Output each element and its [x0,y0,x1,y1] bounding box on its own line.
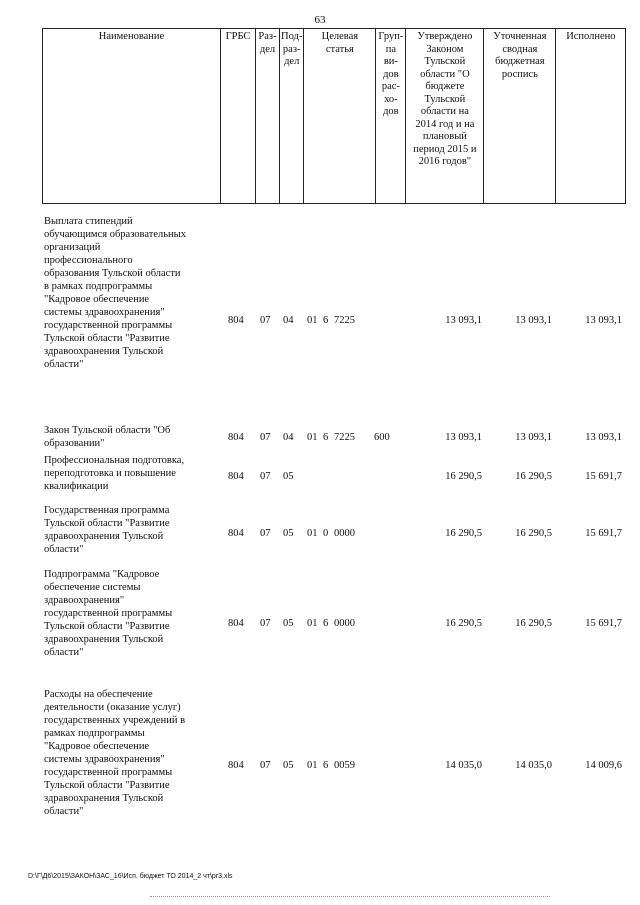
row-grbs: 804 [228,528,244,539]
row-done: 13 093,1 [585,432,622,443]
table-header [42,28,626,204]
row-podrazdel: 05 [283,471,294,482]
row-podrazdel: 05 [283,618,294,629]
row-done: 15 691,7 [585,471,622,482]
row-grbs: 804 [228,432,244,443]
table-row [42,454,624,494]
row-refined: 14 035,0 [515,760,552,771]
row-target-subprogram: 0 [323,528,329,539]
table-row [42,568,624,662]
row-podrazdel: 05 [283,528,294,539]
file-path-footer: D:\Г\Д6\2015\ЗАКОН\ЗАС_16\Исп. бюджет ТО 2014_2 чт\pr3.xls [28,873,233,880]
row-grbs: 804 [228,760,244,771]
header-expense-group: Груп- па ви- дов рас- хо- дов [376,29,406,204]
row-done: 13 093,1 [585,315,622,326]
row-approved: 14 035,0 [445,760,482,771]
row-target-program: 01 [307,315,318,326]
header-razdel: Раз- дел [256,29,280,204]
table-row [42,424,624,450]
row-target-program: 01 [307,528,318,539]
table-row [42,215,624,415]
header-target-article: Целевая статья [304,29,376,204]
row-approved: 13 093,1 [445,432,482,443]
row-razdel: 07 [260,760,271,771]
row-target-program: 01 [307,760,318,771]
row-target-code: 0000 [334,618,355,629]
row-razdel: 07 [260,471,271,482]
header-done: Исполнено [556,29,626,204]
row-razdel: 07 [260,432,271,443]
table-row [42,688,624,823]
header-podrazdel: Под- раз- дел [280,29,304,204]
row-name: Профессиональная подготовка, переподготовка и повышение квалификации [44,455,185,492]
table-row [42,504,624,558]
header-approved: Утверждено Законом Тульской области "О бюджете Тульской области на 2014 год и на плановый период 2015 и 2016 годов" [406,29,484,204]
row-refined: 16 290,5 [515,618,552,629]
row-grbs: 804 [228,618,244,629]
row-refined: 16 290,5 [515,528,552,539]
row-refined: 13 093,1 [515,315,552,326]
row-approved: 16 290,5 [445,618,482,629]
header-name: Наименование [43,29,221,204]
row-name: Подпрограмма "Кадровое обеспечение системы здравоохранения" государственной программы Тульской области "Развитие здравоохранения Тульской области" [44,569,173,658]
page-number: 63 [314,14,326,26]
row-target-code: 7225 [334,432,355,443]
row-done: 14 009,6 [585,760,622,771]
row-grbs: 804 [228,315,244,326]
row-podrazdel: 04 [283,432,294,443]
row-name: Государственная программа Тульской области "Развитие здравоохранения Тульской области" [44,505,170,555]
row-target-code: 0059 [334,760,355,771]
row-razdel: 07 [260,618,271,629]
row-podrazdel: 04 [283,315,294,326]
row-target-code: 7225 [334,315,355,326]
row-refined: 13 093,1 [515,432,552,443]
row-expense-group: 600 [374,432,390,443]
row-approved: 13 093,1 [445,315,482,326]
row-refined: 16 290,5 [515,471,552,482]
row-name: Закон Тульской области "Об образовании" [44,425,171,449]
row-target-subprogram: 6 [323,432,329,443]
row-target-subprogram: 6 [323,315,329,326]
row-razdel: 07 [260,528,271,539]
row-grbs: 804 [228,471,244,482]
row-name: Расходы на обеспечение деятельности (оказание услуг) государственных учреждений в рамках подпрограммы "Кадровое обеспечение системы здравоохранения" государственной программы Тульской области "Развитие здравоохранения Тульской области" [44,689,186,817]
row-done: 15 691,7 [585,618,622,629]
header-grbs: ГРБС [221,29,256,204]
row-podrazdel: 05 [283,760,294,771]
row-approved: 16 290,5 [445,528,482,539]
row-done: 15 691,7 [585,528,622,539]
scan-artifact-line [150,896,550,897]
row-target-code: 0000 [334,528,355,539]
row-target-subprogram: 6 [323,618,329,629]
row-approved: 16 290,5 [445,471,482,482]
row-target-program: 01 [307,618,318,629]
row-razdel: 07 [260,315,271,326]
header-refined: Уточненная сводная бюджетная роспись [484,29,556,204]
row-target-subprogram: 6 [323,760,329,771]
row-target-program: 01 [307,432,318,443]
row-name: Выплата стипендий обучающимся образовательных организаций профессионального образования Тульской области в рамках подпрограммы "Кадровое обеспечение системы здравоохранения" государственной программы Тульской области "Развитие здравоохранения Тульской области" [44,216,186,370]
